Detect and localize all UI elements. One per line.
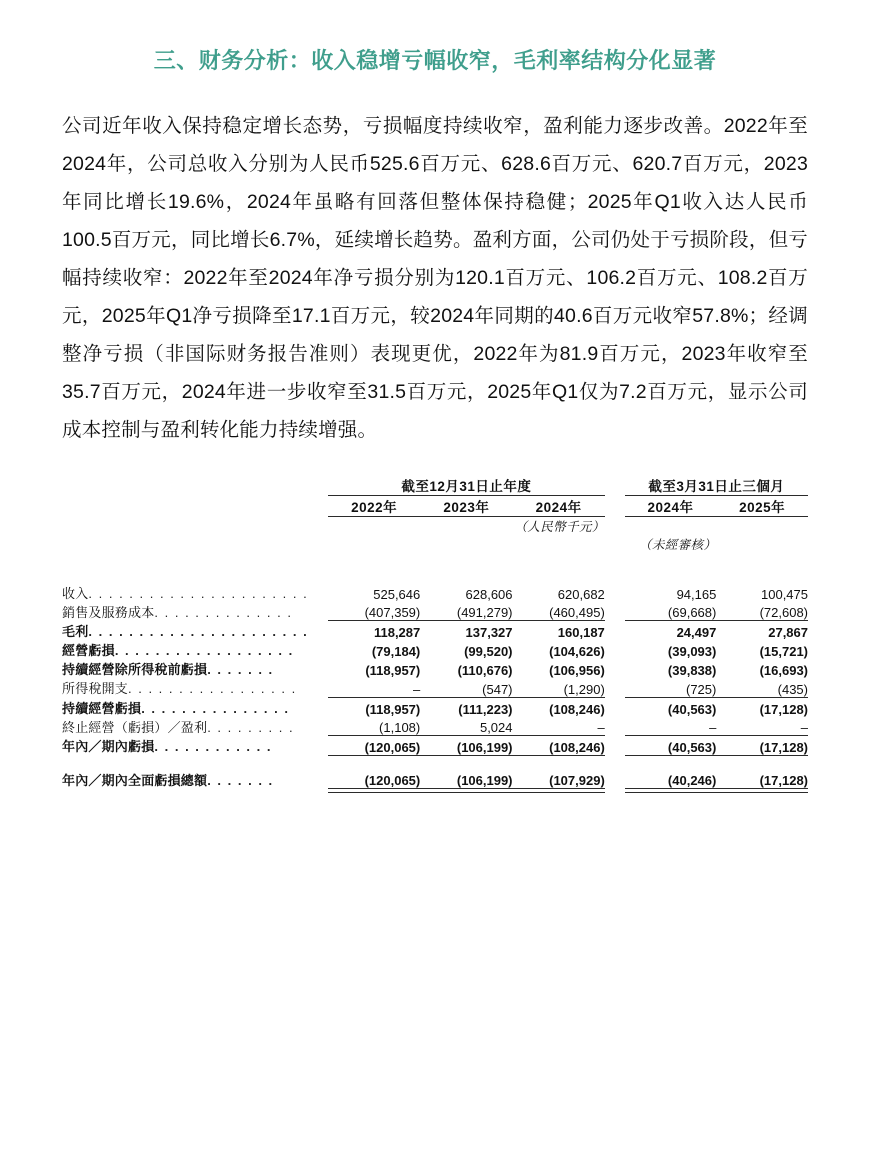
row-label-total-comprehensive-loss: 年內／期內全面虧損總額. . . . . . . (62, 772, 274, 788)
cell: (104,626) (549, 644, 605, 660)
rule-cell (625, 789, 717, 793)
cell: (39,838) (667, 663, 717, 679)
cell: (106,199) (456, 739, 513, 755)
cell: – (800, 720, 808, 736)
empty-cell (605, 659, 625, 678)
rule-cell (605, 789, 625, 793)
row-label-operating-loss: 經營虧損. . . . . . . . . . . . . . . . . . (62, 643, 294, 659)
empty-cell (605, 736, 625, 755)
empty-cell (625, 517, 717, 535)
table-row (62, 640, 808, 659)
cell: (106,199) (456, 773, 513, 789)
cell: (118,957) (365, 663, 421, 679)
table-group-header-row (62, 475, 808, 496)
cell: (39,093) (667, 644, 717, 660)
empty-cell (513, 535, 605, 553)
cell: (17,128) (759, 739, 808, 755)
empty-cell (716, 517, 808, 535)
row-label-loss-before-tax: 持續經營除所得稅前虧損. . . . . . . (62, 662, 274, 678)
year-header-2023: 2023年 (443, 499, 490, 515)
row-label-loss-for-period: 年內／期內虧損. . . . . . . . . . . . (62, 739, 272, 755)
cell: (108,246) (549, 739, 605, 755)
section-paragraph: 公司近年收入保持稳定增长态势，亏损幅度持续收窄，盈利能力逐步改善。2022年至2024年，公司总收入分别为人民币525.6百万元、628.6百万元、620.7百万元，2023年同比增长19.6%，2024年虽略有回落但整体保持稳健；2025年Q1收入达人民币100.5百万元，同比增长6.7%，延续增长趋势。盈利方面，公司仍处于亏损阶段，但亏幅持续收窄：2022年至2024年净亏损分别为120.1百万元、106.2百万元、108.2百万元，2025年Q1净亏损降至17.1百万元，较2024年同期的40.6百万元收窄57.8%；经调整净亏损（非国际财务报告准则）表现更优，2022年为81.9百万元，2023年收窄至35.7百万元，2024年进一步收窄至31.5百万元，2025年Q1仅为7.2百万元，显示公司成本控制与盈利转化能力持续增强。 (62, 114, 808, 441)
document-page (0, 46, 870, 1158)
empty-cell (605, 770, 625, 789)
cell: (17,128) (759, 701, 808, 717)
row-label-gross-profit: 毛利. . . . . . . . . . . . . . . . . . . . . . (62, 624, 309, 640)
cell: 628,606 (465, 586, 513, 602)
empty-cell (62, 517, 328, 535)
group-header-annual: 截至12月31日止年度 (328, 475, 605, 496)
cell: (69,668) (667, 605, 717, 621)
cell: (15,721) (759, 644, 808, 660)
cell: (108,246) (549, 701, 605, 717)
year-header-2024-annual: 2024年 (535, 499, 582, 515)
cell: (118,957) (365, 701, 421, 717)
cell: (1,108) (379, 720, 421, 736)
spacer-row (62, 756, 808, 770)
rule-cell (420, 789, 512, 793)
spacer-row (62, 553, 808, 583)
table-year-header-row (62, 495, 808, 516)
financial-table (62, 475, 808, 794)
cell: (40,563) (667, 701, 717, 717)
spacer-cell (62, 553, 808, 583)
cell: 118,287 (373, 625, 421, 641)
rule-cell (716, 789, 808, 793)
cell: (99,520) (464, 644, 513, 660)
row-label-income-tax: 所得稅開支. . . . . . . . . . . . . . . . . (62, 681, 297, 697)
empty-cell (605, 583, 625, 602)
audit-note-row (62, 535, 808, 553)
empty-cell (605, 475, 625, 496)
empty-cell (605, 678, 625, 697)
table-row (62, 698, 808, 717)
total-double-rule-row (62, 789, 808, 793)
empty-cell (420, 517, 512, 535)
cell: 100,475 (761, 586, 808, 602)
rule-cell (513, 789, 605, 793)
table-row (62, 621, 808, 640)
rule-cell (62, 789, 328, 793)
empty-cell (716, 535, 808, 553)
cell: (435) (777, 681, 808, 697)
cell: (40,246) (667, 773, 717, 789)
cell: (72,608) (759, 605, 808, 621)
cell: (120,065) (364, 739, 421, 755)
cell: (79,184) (371, 644, 421, 660)
empty-cell (605, 621, 625, 640)
year-header-2025-quarter: 2025年 (739, 499, 786, 515)
table-row (62, 736, 808, 755)
table-row (62, 770, 808, 789)
cell: (725) (685, 681, 717, 697)
cell: (17,128) (759, 773, 808, 789)
table-row (62, 583, 808, 602)
cell: (107,929) (549, 773, 605, 789)
empty-cell (605, 535, 625, 553)
empty-cell (605, 495, 625, 516)
cell: – (597, 720, 605, 736)
cell: (111,223) (458, 701, 513, 717)
row-label-loss-continuing-ops: 持續經營虧損. . . . . . . . . . . . . . . (62, 700, 290, 716)
table-row (62, 602, 808, 621)
empty-cell (605, 698, 625, 717)
cell: (110,676) (457, 663, 513, 679)
cell: (547) (482, 681, 513, 697)
cell: (40,563) (667, 739, 717, 755)
empty-cell (605, 517, 625, 535)
financial-table-wrapper (62, 475, 808, 794)
spacer-cell (62, 756, 808, 770)
cell: (120,065) (364, 773, 421, 789)
table-row (62, 659, 808, 678)
cell: (491,279) (456, 605, 513, 621)
table-row (62, 717, 808, 736)
cell: 160,187 (557, 625, 605, 641)
cell: (16,693) (759, 663, 808, 679)
cell: (407,359) (364, 605, 421, 621)
cell: 137,327 (465, 625, 513, 641)
section-heading: 三、财务分析：收入稳增亏幅收窄，毛利率结构分化显著 (153, 48, 717, 73)
cell: 27,867 (768, 625, 808, 641)
cell: (1,290) (563, 681, 605, 697)
empty-cell (328, 517, 420, 535)
empty-cell (62, 475, 328, 496)
cell: (460,495) (549, 605, 605, 621)
table-row (62, 678, 808, 697)
group-header-quarter: 截至3月31日止三個月 (625, 475, 808, 496)
empty-cell (605, 640, 625, 659)
cell: 620,682 (557, 586, 605, 602)
cell: – (709, 720, 717, 736)
unit-note: （人民幣千元） (514, 519, 605, 534)
row-label-cost-of-sales: 銷售及服務成本. . . . . . . . . . . . . . (62, 604, 293, 620)
cell: – (413, 681, 421, 697)
unit-note-row (62, 517, 808, 535)
empty-cell (605, 602, 625, 621)
row-label-revenue: 收入. . . . . . . . . . . . . . . . . . . . . . (62, 585, 309, 601)
rule-cell (328, 789, 420, 793)
row-label-discontinued-ops: 終止經營（虧損）／盈利. . . . . . . . . (62, 719, 295, 735)
empty-cell (62, 495, 328, 516)
empty-cell (605, 717, 625, 736)
year-header-2022: 2022年 (351, 499, 398, 515)
empty-cell (62, 535, 328, 553)
cell: 94,165 (676, 586, 717, 602)
cell: (106,956) (549, 663, 605, 679)
empty-cell (420, 535, 512, 553)
audit-note: （未經審核） (638, 537, 717, 552)
cell: 525,646 (373, 586, 421, 602)
cell: 24,497 (676, 625, 717, 641)
cell: 5,024 (479, 720, 513, 736)
empty-cell (328, 535, 420, 553)
year-header-2024-quarter: 2024年 (647, 499, 694, 515)
